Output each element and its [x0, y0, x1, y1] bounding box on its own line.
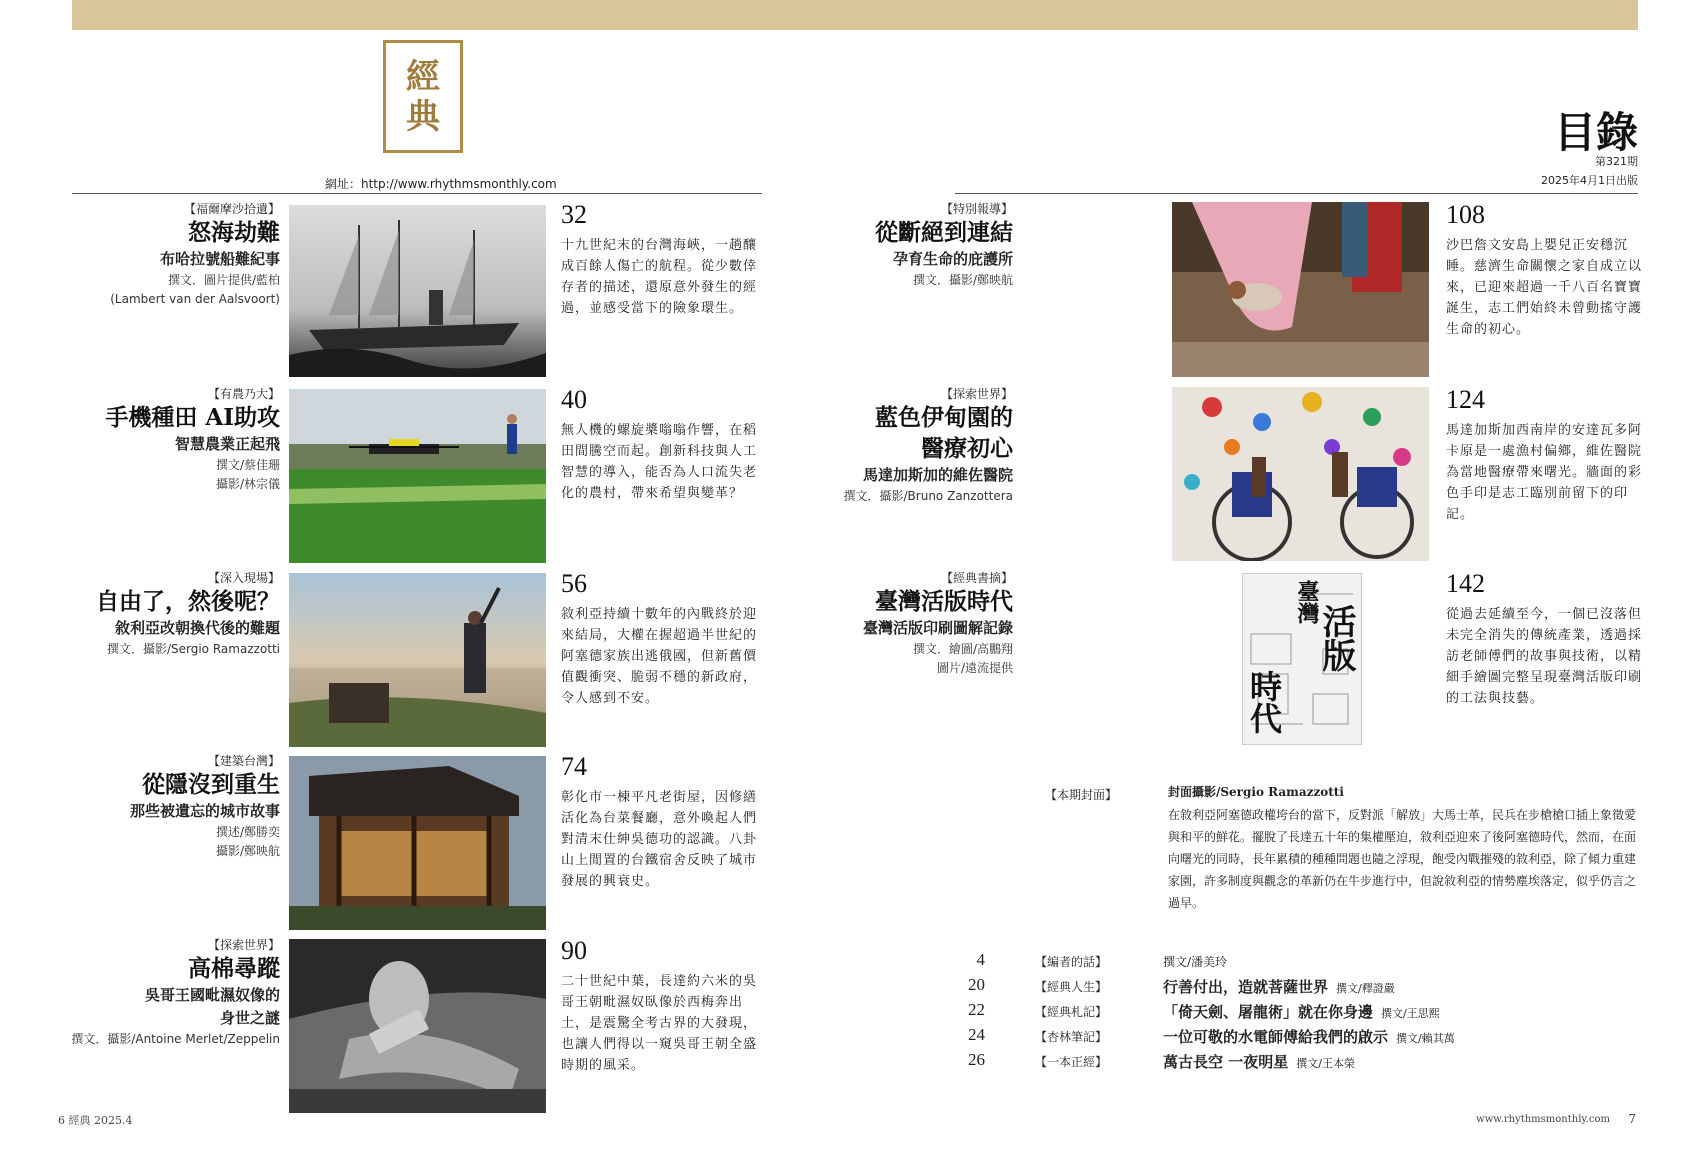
website-url[interactable]: 網址：http://www.rhythmsmonthly.com	[325, 177, 557, 191]
list-category: 【經典人生】	[1035, 980, 1108, 994]
article-category: 【福爾摩沙拾遺】	[183, 202, 280, 216]
article-photo[interactable]	[289, 205, 546, 377]
article-142[interactable]	[850, 569, 1700, 749]
article-description: 彰化市一棟平凡老街屋，因修繕活化為台菜餐廳，意外喚起人們對清末仕紳吳德功的認識。八卦山上閒置的台鐵宿舍反映了城市發展的興衰史。	[561, 790, 758, 889]
list-title: 撰文/潘美玲	[1163, 955, 1228, 969]
page-number[interactable]: 90	[561, 936, 587, 965]
article-subtitle: 吳哥王國毗濕奴像的	[144, 986, 280, 1004]
article-74[interactable]	[0, 752, 850, 932]
list-title-row	[1163, 1001, 1440, 1022]
article-subtitle: 身世之謎	[219, 1009, 280, 1027]
article-photo[interactable]	[289, 389, 546, 563]
list-page-number: 20	[968, 975, 985, 994]
article-credit: 撰文．圖片提供/藍柏	[167, 273, 280, 287]
article-credit: 圖片/遠流提供	[936, 661, 1013, 675]
list-page-number: 4	[976, 950, 985, 969]
left-divider	[72, 193, 762, 194]
article-title[interactable]: 高棉尋蹤	[188, 955, 280, 982]
logo-char-1: 經	[406, 56, 440, 97]
page-number[interactable]: 108	[1446, 200, 1485, 229]
list-category: 【杏林筆記】	[1035, 1030, 1108, 1044]
article-subtitle: 馬達加斯加的維佐醫院	[862, 466, 1013, 484]
article-credit: 撰文．攝影/Bruno Zanzottera	[843, 489, 1013, 503]
article-photo[interactable]	[289, 756, 546, 930]
list-credit: 撰文/王思熙	[1381, 1007, 1440, 1020]
list-page-number: 22	[968, 1000, 985, 1019]
list-title-row	[1163, 1051, 1355, 1072]
list-title-row	[1163, 976, 1395, 997]
article-124[interactable]	[843, 385, 1700, 565]
article-title[interactable]: 從隱沒到重生	[142, 771, 280, 798]
article-subtitle: 敘利亞改朝換代後的難題	[114, 619, 280, 637]
issue-number: 第321期	[1595, 155, 1638, 168]
article-description: 馬達加斯加西南岸的安達瓦多阿卡原是一處漁村偏鄉，維佐醫院為當地醫療帶來曙光。牆面的彩色手印是志工臨別前留下的印記。	[1446, 423, 1643, 522]
article-credit: 撰文/蔡佳珊	[215, 458, 280, 472]
page-number[interactable]: 74	[561, 752, 587, 781]
article-description: 無人機的螺旋槳嗡嗡作響，在稻田間騰空而起。創新科技與人工智慧的導入，能否為人口流失老化的農村，帶來希望與變革？	[561, 423, 758, 501]
list-item[interactable]	[945, 1025, 1645, 1047]
article-photo[interactable]	[289, 939, 546, 1113]
book-cover-title-2: 活版	[1316, 604, 1356, 672]
right-divider	[955, 193, 1638, 194]
page-number[interactable]: 142	[1446, 569, 1485, 598]
book-cover-title-3: 時代	[1245, 670, 1283, 734]
list-title: 萬古長空 一夜明星	[1163, 1053, 1289, 1071]
article-credit: 撰文．攝影/鄭映航	[912, 273, 1013, 287]
page-number[interactable]: 32	[561, 200, 587, 229]
article-credit: 撰文．攝影/Sergio Ramazzotti	[106, 642, 280, 656]
list-item[interactable]	[945, 950, 1645, 972]
list-page-number: 26	[968, 1050, 985, 1069]
list-item[interactable]	[945, 1050, 1645, 1072]
article-photo[interactable]	[289, 573, 546, 747]
list-item[interactable]	[945, 975, 1645, 997]
article-category: 【建築台灣】	[207, 754, 280, 768]
article-description: 十九世紀末的台灣海峽，一趟釀成百餘人傷亡的航程。從少數倖存者的描述，還原意外發生的經過，並感受當下的險象環生。	[561, 238, 758, 316]
article-56[interactable]	[0, 569, 850, 749]
list-credit: 撰文/王本榮	[1296, 1057, 1355, 1070]
article-title[interactable]: 醫療初心	[921, 435, 1013, 462]
article-category: 【特別報導】	[940, 202, 1013, 216]
list-page-number: 24	[968, 1025, 985, 1044]
cover-credit: 封面攝影/Sergio Ramazzotti	[1168, 785, 1344, 799]
list-category: 【編者的話】	[1035, 955, 1108, 969]
article-category: 【經典書摘】	[940, 571, 1013, 585]
list-title-row	[1163, 1026, 1455, 1047]
article-subtitle: 智慧農業正起飛	[174, 435, 280, 453]
article-photo[interactable]	[1172, 202, 1429, 377]
article-photo[interactable]	[1172, 387, 1429, 561]
book-cover-image[interactable]	[1242, 573, 1362, 745]
article-title[interactable]: 自由了，然後呢？	[96, 588, 280, 615]
list-category: 【經典札記】	[1035, 1005, 1108, 1019]
list-title: 一位可敬的水電師傅給我們的啟示	[1163, 1028, 1389, 1046]
list-title: 行善付出，造就菩薩世界	[1163, 978, 1329, 996]
article-credit: 攝影/林宗儀	[215, 477, 280, 491]
list-category: 【一本正經】	[1035, 1055, 1108, 1069]
top-color-band	[72, 0, 1638, 30]
issue-date: 2025年4月1日出版	[1541, 174, 1638, 187]
list-credit: 撰文/賴其萬	[1396, 1032, 1455, 1045]
article-description: 二十世紀中葉，長達約六米的吳哥王朝毗濕奴臥像於西梅奔出土，是震驚全考古界的大發現，也讓人們得以一窺吳哥王朝全盛時期的風采。	[561, 974, 758, 1073]
article-credit: 撰文．攝影/Antoine Merlet/Zeppelin	[71, 1032, 280, 1046]
folio-right-page: 7	[1628, 1112, 1636, 1126]
article-title[interactable]: 臺灣活版時代	[875, 588, 1013, 615]
cover-category: 【本期封面】	[1045, 788, 1118, 802]
folio-left: 6 經典 2025.4	[58, 1114, 133, 1127]
article-category: 【探索世界】	[940, 387, 1013, 401]
article-credit: (Lambert van der Aalsvoort)	[110, 292, 280, 306]
folio-url[interactable]: www.rhythmsmonthly.com	[1476, 1114, 1610, 1125]
article-title[interactable]: 怒海劫難	[188, 219, 280, 246]
magazine-logo	[383, 40, 463, 153]
article-title[interactable]: 藍色伊甸園的	[875, 404, 1013, 431]
article-description: 沙巴詹文安島上嬰兒正安穩沉睡。慈濟生命關懷之家自成立以來，已迎來超過一千八百名寶寶誕生，志工們始終未曾動搖守護生命的初心。	[1446, 238, 1643, 337]
article-title[interactable]: 從斷絕到連結	[875, 219, 1013, 246]
book-cover-title-1: 臺灣	[1294, 580, 1320, 624]
page-number[interactable]: 40	[561, 385, 587, 414]
article-40[interactable]	[0, 385, 850, 565]
article-category: 【深入現場】	[207, 571, 280, 585]
article-108[interactable]	[850, 200, 1700, 380]
article-category: 【有農乃大】	[207, 387, 280, 401]
article-credit: 撰文．繪圖/高鵬翔	[912, 642, 1013, 656]
article-title[interactable]: 手機種田 AI助攻	[105, 404, 280, 431]
page-number[interactable]: 56	[561, 569, 587, 598]
article-90[interactable]	[0, 936, 850, 1116]
article-subtitle: 臺灣活版印刷圖解記錄	[862, 619, 1013, 637]
article-description: 從過去延續至今，一個已沒落但未完全消失的傳統產業，透過採訪老師傅們的故事與技術，以精細手繪圖完整呈現臺灣活版印刷的工法與技藝。	[1446, 607, 1643, 706]
article-description: 敘利亞持續十數年的內戰終於迎來結局，大權在握超過半世紀的阿塞德家族出逃俄國，但新舊價值觀衝突、脆弱不穩的新政府，令人感到不安。	[561, 607, 758, 706]
page-title: 目錄	[1553, 108, 1638, 157]
article-subtitle: 孕育生命的庇護所	[892, 250, 1013, 268]
list-credit: 撰文/釋證嚴	[1336, 982, 1395, 995]
article-category: 【探索世界】	[207, 938, 280, 952]
cover-description: 在敘利亞阿塞德政權垮台的當下，反對派「解放」大馬士革，民兵在步槍槍口插上象徵愛與和平的鮮花。擺脫了長達五十年的集權壓迫，敘利亞迎來了後阿塞德時代，然而，在面向曙光的同時，長年累積的種種問題也隨之浮現，飽受內戰摧殘的敘利亞，除了傾力重建家園，許多制度與觀念的革新仍在牛步進行中，但說敘利亞的情勢塵埃落定，似乎仍言之過早。	[1168, 808, 1637, 910]
article-subtitle: 那些被遺忘的城市故事	[129, 802, 280, 820]
list-title: 「倚天劍、屠龍術」就在你身邊	[1163, 1003, 1374, 1021]
list-item[interactable]	[945, 1000, 1645, 1022]
article-subtitle: 布哈拉號船難紀事	[159, 250, 280, 268]
article-credit: 攝影/鄭映航	[215, 844, 280, 858]
article-credit: 撰述/鄭勝奕	[215, 825, 280, 839]
page-number[interactable]: 124	[1446, 385, 1485, 414]
article-32[interactable]	[0, 200, 850, 380]
logo-char-2: 典	[406, 96, 440, 137]
